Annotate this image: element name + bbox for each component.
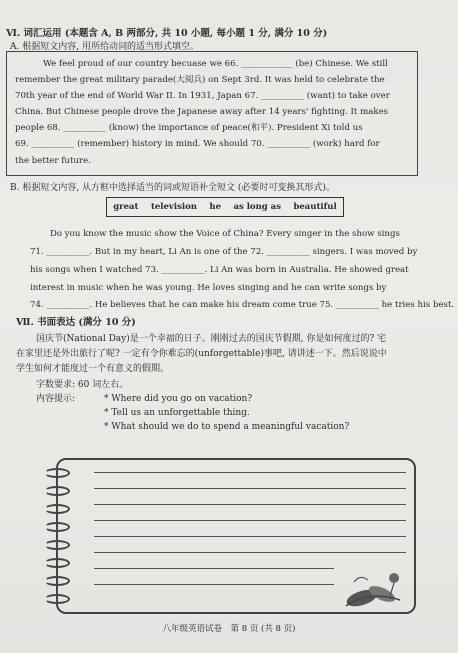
writing-line [94,536,406,537]
notebook-ring-icon [44,504,70,514]
hint-item [104,421,349,433]
hint-text: Tell us an unforgettable thing. [111,408,250,418]
part-b-line: his songs when I watched 73. __________. Li An was born in Australia. He showed great [30,265,409,275]
notebook-ring-icon [44,576,70,586]
writing-line [94,552,406,553]
writing-line [94,488,406,489]
part-a-line: China. But Chinese people drove the Japanese away after 14 years' fighting. It makes [15,107,389,117]
word-bank-item: great [113,202,139,212]
part-b-instruction: B. 根据短文内容, 从方框中选择适当的词或短语补全短文 (必要时可变换其形式)。 [10,183,335,193]
part-a-line: We feel proud of our country becuase we 66. ____________ (be) Chinese. We still [43,59,388,69]
part-b-line: interest in music when he was young. He loves singing and he can write songs by [30,283,387,293]
word-bank-item: beautiful [293,202,337,212]
writing-line [94,472,406,473]
section-6-title: Ⅵ. 词汇运用 (本题含 A, B 两部分, 共 10 小题, 每小题 1 分, 满分 10 分) [6,28,328,39]
bullet-icon: * [104,422,109,432]
word-bank-item: as long as [233,202,281,212]
word-bank-item: he [209,202,221,212]
notebook-ring-icon [44,486,70,496]
writing-line [94,568,334,569]
writing-prompt-line: 在家里还是外出旅行了呢? 一定有令你难忘的(unforgettable)事吧, 请讲述一下。然后说说中 [16,349,387,359]
part-a-line: 69. __________ (remember) history in mind. We should 70. __________ (work) hard for [15,139,380,149]
bullet-icon: * [104,394,109,404]
word-bank-box [106,197,344,217]
hint-text: What should we do to spend a meaningful vacation? [111,422,350,432]
hint-label: 内容提示: [36,394,76,404]
word-bank-item: television [150,202,197,212]
notebook-ring-icon [44,594,70,604]
part-a-line: remember the great military parade(大阅兵) on Sept 3rd. It was held to celebrate the [15,75,385,85]
notebook-ring-icon [44,468,70,478]
writing-line [94,520,406,521]
writing-area-notebook[interactable] [56,458,416,614]
hint-text: Where did you go on vacation? [111,394,253,404]
part-a-line: 70th year of the end of World War II. In 1931, Japan 67. __________ (want) to take over [15,91,390,101]
part-a-instruction: A. 根据短文内容, 用所给动词的适当形式填空。 [10,42,199,52]
section-7-title: Ⅶ. 书面表达 (满分 10 分) [16,317,136,328]
writing-prompt-line: 国庆节(National Day)是一个幸福的日子。刚刚过去的国庆节假期, 你是如何度过的? 宅 [36,334,387,344]
notebook-ring-icon [44,522,70,532]
page-footer: 八年级英语试卷 第 8 页 (共 8 页) [162,624,296,634]
part-a-passage-box [6,51,418,176]
bullet-icon: * [104,408,109,418]
notebook-ring-icon [44,558,70,568]
notebook-ring-icon [44,540,70,550]
writing-line [94,504,406,505]
writing-line [94,584,334,585]
part-b-line: Do you know the music show the Voice of China? Every singer in the show sings [50,229,400,239]
flower-decoration-icon [338,568,408,610]
writing-prompt-line: 学生如何才能度过一个有意义的假期。 [16,364,170,374]
word-requirement: 字数要求: 60 词左右。 [36,380,129,390]
hint-item [104,407,250,419]
part-a-line: people 68. __________ (know) the importance of peace(和平). President Xi told us [15,123,363,133]
part-b-line: 74. __________. He believes that he can make his dream come true 75. __________ he tries his best. [30,300,455,310]
part-a-line: the better future. [15,156,91,166]
hint-item [104,393,252,405]
part-b-line: 71. __________. But in my heart, Li An is one of the 72. __________ singers. I was moved by [30,247,418,257]
